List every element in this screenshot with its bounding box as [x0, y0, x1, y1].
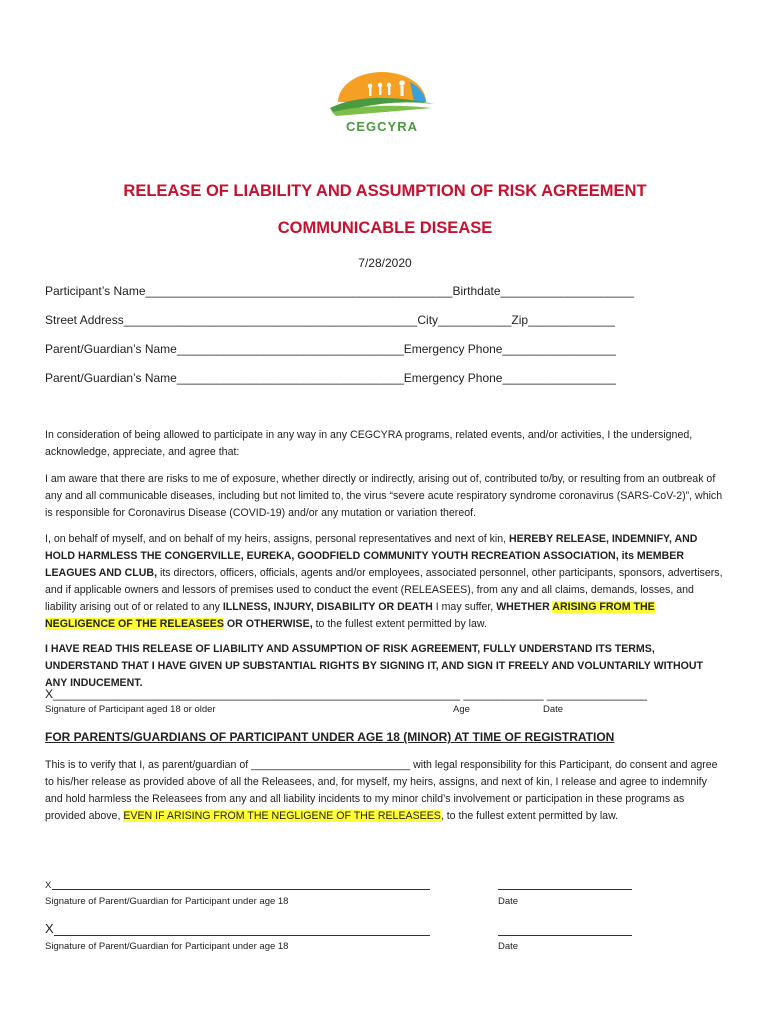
guardian-signature-1-line[interactable]: [52, 889, 430, 890]
logo-text: CEGCYRA: [345, 119, 418, 134]
street-address-field[interactable]: Street Address____________________________________________City___________Zip_____________: [45, 313, 615, 327]
guardian-date-2-label: Date: [498, 941, 519, 952]
release-text-b: HEREBY RELEASE, INDEMNIFY, AND HOLD HARMLESS THE CONGERVILLE, EUREKA, GOODFIELD COMMUNITY YOUTH RECREATION ASSOCIATION, its MEMBER LEAGUES AND CLUB,: [45, 533, 698, 579]
guardian-consent-paragraph: [45, 757, 725, 825]
release-text-d: ILLNESS, INJURY, DISABILITY OR DEATH: [222, 601, 433, 613]
guardian-signature-1-x: X: [45, 880, 52, 891]
date-label-1: Date: [543, 704, 564, 715]
guardian-1-field[interactable]: Parent/Guardian’s Name__________________________________Emergency Phone_________________: [45, 342, 616, 356]
document-date: 7/28/2020: [358, 256, 412, 270]
participant-name-field[interactable]: Participant’s Name______________________________________________Birthdate____________________: [45, 284, 634, 298]
guardian-signature-2-label: Signature of Parent/Guardian for Participant under age 18: [45, 941, 289, 952]
document-subtitle: COMMUNICABLE DISEASE: [277, 219, 493, 237]
guardian-date-2-line[interactable]: [498, 935, 632, 936]
minor-section-heading: FOR PARENTS/GUARDIANS OF PARTICIPANT UNDER AGE 18 (MINOR) AT TIME OF REGISTRATION: [45, 730, 615, 744]
guardian-signature-1-label: Signature of Parent/Guardian for Participant under age 18: [45, 896, 289, 907]
release-text-i: to the fullest extent permitted by law.: [312, 618, 487, 630]
guardian-date-1-label: Date: [498, 896, 519, 907]
age-label: Age: [453, 704, 470, 715]
consent-text-highlight: EVEN IF ARISING FROM THE NEGLIGENE OF THE RELEASEES: [123, 810, 441, 822]
consideration-paragraph: In consideration of being allowed to participate in any way in any CEGCYRA programs, related events, and/or activities, I the undersigned, acknowledge, appreciate, and agree that:: [45, 429, 693, 458]
release-text-c: its directors, officers, officials, agents and/or employees, associated personnel, other participants, sponsors, advertisers, and if applicable owners and lessors of premises used to conduct the event (RELEASEES), from any and all claims, demands, losses, and liability arising out of or related to any: [45, 567, 723, 613]
document-title: RELEASE OF LIABILITY AND ASSUMPTION OF RISK AGREEMENT: [123, 182, 647, 200]
guardian-2-field[interactable]: Parent/Guardian’s Name__________________________________Emergency Phone_________________: [45, 371, 616, 385]
consent-text-c: , to the fullest extent permitted by law.: [440, 810, 619, 822]
release-text-highlight: ARISING FROM THE NEGLIGENCE OF THE RELEASEES: [45, 601, 655, 630]
release-paragraph: [45, 531, 725, 633]
participant-signature-line[interactable]: X_____________________________________________________________ ____________ _______________: [45, 687, 647, 701]
release-text-f: WHETHER: [496, 601, 553, 613]
release-text-a: I, on behalf of myself, and on behalf of my heirs, assigns, personal representatives and next of kin,: [45, 533, 510, 545]
guardian-date-1-line[interactable]: [498, 889, 632, 890]
acknowledgement-paragraph: I HAVE READ THIS RELEASE OF LIABILITY AND ASSUMPTION OF RISK AGREEMENT, FULLY UNDERSTAND ITS TERMS, UNDERSTAND THAT I HAVE GIVEN UP SUBSTANTIAL RIGHTS BY SIGNING IT, AND SIGN IT FREELY AND VOLUNTARILY WITHOUT ANY INDUCEMENT.: [45, 643, 704, 689]
release-text-e: I may suffer,: [432, 601, 497, 613]
risk-awareness-paragraph: I am aware that there are risks to me of exposure, whether directly or indirectly, arising out of, contributed to/by, or resulting from an outbreak of any and all communicable diseases, including but not limited to, the virus “severe acute respiratory syndrome coronavirus (SARS-CoV-2)”, which is responsible for Coronavirus Disease (COVID-19) and/or any mutation or variation thereof.: [45, 473, 723, 519]
guardian-signature-2-x: X: [45, 921, 54, 936]
participant-signature-label: Signature of Participant aged 18 or older: [45, 704, 216, 715]
consent-text-a: This is to verify that I, as parent/guardian of ___________________________ with legal responsibility for this Participant, do consent and agree to his/her release as provided above of all the Releasees, and, for myself, my heirs, assigns, and next of kin, I release and agree to indemnify and hold harmless the Releasees from any and all liability incidents to my minor child’s involvement or participation in these programs as provided above,: [45, 759, 718, 822]
guardian-signature-2-line[interactable]: [54, 935, 430, 936]
release-text-h: OR OTHERWISE,: [223, 618, 313, 630]
